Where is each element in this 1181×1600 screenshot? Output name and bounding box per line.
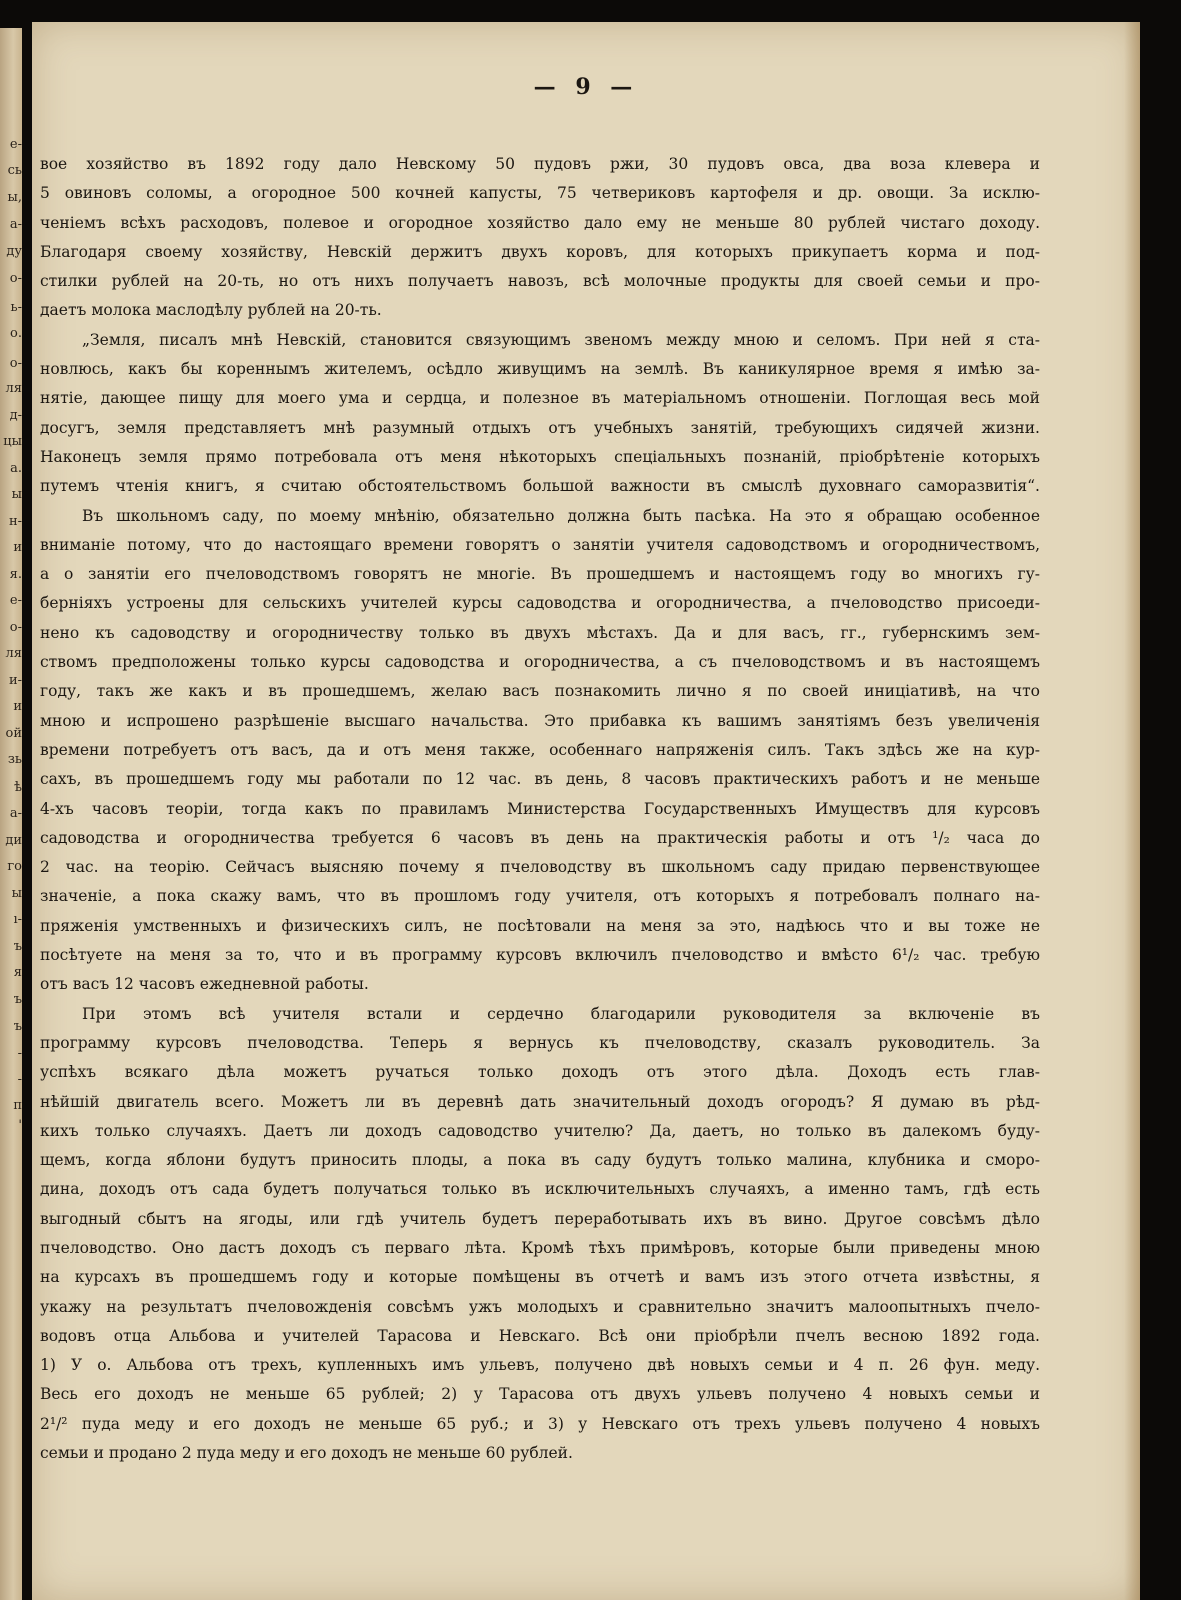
text-line: нѣйшій двигатель всего. Можетъ ли въ деревнѣ дать значительный доходъ огородъ? Я думаю въ рѣд- [40,1092,1040,1111]
text-line: укажу на результатъ пчеловожденія совсѣмъ ужъ молодыхъ и сравнительно значитъ малоопытныхъ пчело- [40,1297,1040,1316]
text-line: досугъ, земля представляетъ мнѣ разумный отдыхъ отъ учебныхъ занятій, требующихъ сидячей жизни. [40,418,1040,437]
text-line: 5 овиновъ соломы, а огородное 500 кочней капусты, 75 четвериковъ картофеля и др. овощи. За исклю- [40,184,1040,203]
text-line: нятіе, дающее пищу для моего ума и сердца, и полезное въ матеріальномъ отношеніи. Поглощая весь мой [40,389,1040,408]
adjacent-page-fragment: ы [11,487,22,502]
text-line: пряженія умственныхъ и физическихъ силъ, не посѣтовали на меня за это, надѣюсь что и вы тоже не [40,916,1040,935]
text-line: посѣтуете на меня за то, что и въ программу курсовъ включилъ пчеловодство и вмѣсто 6¹/₂ час. требую [40,946,1040,965]
text-line: Наконецъ земля прямо потребовала отъ меня нѣкоторыхъ спеціальныхъ познаній, пріобрѣтеніе которыхъ [40,447,1040,466]
adjacent-page-fragment: о- [9,356,22,371]
adjacent-page-fragment: а- [9,806,22,821]
adjacent-page-fragment: сь [7,163,22,178]
text-line: пчеловодство. Оно дастъ доходъ съ перваго лѣта. Кромѣ тѣхъ примѣровъ, которые были приведены мною [40,1238,1040,1257]
adjacent-page-fragment: е- [9,593,22,608]
adjacent-page-fragment: ъ [13,1019,22,1034]
adjacent-page-fragment: о- [9,620,22,635]
text-line: 2 час. на теорію. Сейчасъ выясняю почему я пчеловодству въ школьномъ саду придаю первенствующее [40,858,1040,877]
text-line: Благодаря своему хозяйству, Невскій держитъ двухъ коровъ, для которыхъ прикупаетъ корма и под- [40,242,1040,261]
adjacent-page-fragment: ы, [7,190,22,205]
text-line: садоводства и огородничества требуется 6 часовъ въ день на практическія работы и отъ ¹/₂ часа до [40,828,1040,847]
text-line: мною и испрошено разрѣшеніе высшаго начальства. Это прибавка къ вашимъ занятіямъ безъ увеличенія [40,711,1040,730]
text-line: отъ васъ 12 часовъ ежедневной работы. [40,975,369,994]
adjacent-page-fragment: ' [18,1118,22,1133]
text-line: вое хозяйство въ 1892 году дало Невскому 50 пудовъ ржи, 30 пудовъ овса, два воза клевера и [40,155,1040,173]
adjacent-page-fragment: - [17,1046,22,1061]
adjacent-page-fragment: ы [11,886,22,901]
text-line: времени потребуетъ отъ васъ, да и отъ меня также, особеннаго напряженія силъ. Такъ здѣсь же на кур- [40,740,1040,759]
text-line: а о занятіи его пчеловодствомъ говорятъ не многіе. Въ прошедшемъ и настоящемъ году во многихъ гу- [40,565,1040,584]
adjacent-page-fragment: о. [10,326,22,341]
adjacent-page-fragment: я. [9,567,22,582]
adjacent-page-fragment: ı- [13,912,22,927]
page-edge-shadow [1124,22,1140,1600]
adjacent-page-fragment: зь [7,752,22,767]
text-line: вниманіе потому, что до настоящаго времени говорятъ о занятіи учителя садоводствомъ и огородничествомъ, [40,535,1040,554]
text-line: „Земля, писалъ мнѣ Невскій, становится связующимъ звеномъ между мною и селомъ. При ней я ста- [82,330,1040,349]
adjacent-page-fragment: ой [5,726,22,741]
text-line: ствомъ предположены только курсы садоводства и огородничества, а съ пчеловодствомъ и въ настоящемъ [40,653,1040,672]
adjacent-page-fragment: ѣ [14,780,22,795]
adjacent-page-fragment: е- [9,137,22,152]
adjacent-page-fragment: н- [8,514,22,529]
adjacent-page-strip [0,28,22,1600]
adjacent-page-fragment: го [7,859,22,874]
text-line: сахъ, въ прошедшемъ году мы работали по 12 час. въ день, 8 часовъ практическихъ работъ и не меньше [40,770,1040,789]
adjacent-page-fragment: и [13,540,22,555]
adjacent-page-fragment: д- [9,408,22,423]
adjacent-page-fragment: о- [9,271,22,286]
adjacent-page-fragment: ди [5,833,22,848]
adjacent-page-fragment: цы [3,434,22,449]
adjacent-page-fragment: ля [5,381,22,396]
text-line: При этомъ всѣ учителя встали и сердечно благодарили руководителя за включеніе въ [82,1004,1040,1023]
text-line: путемъ чтенія книгъ, я считаю обстоятельствомъ большой важности въ смыслѣ духовнаго саморазвитія“. [40,477,1040,496]
text-line: нено къ садоводству и огородничеству только въ двухъ мѣстахъ. Да и для васъ, гг., губернскимъ зем- [40,623,1040,642]
adjacent-page-fragment: а. [10,461,22,476]
adjacent-page-fragment: ъ [13,939,22,954]
text-line: 4-хъ часовъ теоріи, тогда какъ по правиламъ Министерства Государственныхъ Имуществъ для курсовъ [40,799,1040,818]
text-line: дина, доходъ отъ сада будетъ получаться только въ исключительныхъ случаяхъ, а именно тамъ, гдѣ есть [40,1180,1040,1199]
adjacent-page-fragment: и- [8,673,22,688]
text-line: 1) У о. Альбова отъ трехъ, купленныхъ имъ ульевъ, получено двѣ новыхъ семьи и 4 п. 26 фун. меду. [40,1356,1040,1375]
text-line: году, такъ же какъ и въ прошедшемъ, желаю васъ познакомить лично я по своей иниціативѣ, на что [40,682,1040,701]
text-line: ченіемъ всѣхъ расходовъ, полевое и огородное хозяйство дало ему не меньше 80 рублей чистаго доходу. [40,213,1040,232]
adjacent-page-fragment: ду [6,244,22,259]
adjacent-page-fragment: я [13,965,22,980]
text-line: успѣхъ всякаго дѣла можетъ ручаться только доходъ отъ этого дѣла. Доходъ есть глав- [40,1063,1040,1082]
text-line: программу курсовъ пчеловодства. Теперь я вернусь къ пчеловодству, сказалъ руководитель. За [40,1033,1040,1052]
text-line: на курсахъ въ прошедшемъ году и которые помѣщены въ отчетѣ и вамъ изъ этого отчета извѣстны, я [40,1268,1040,1287]
adjacent-page-fragment: и [13,699,22,714]
text-line: кихъ только случаяхъ. Даетъ ли доходъ садоводство учителю? Да, даетъ, но только въ далекомъ буду- [40,1121,1040,1140]
adjacent-page-fragment: а- [9,217,22,232]
text-line: даетъ молока маслодѣлу рублей на 20-ть. [40,301,382,320]
text-line: берніяхъ устроены для сельскихъ учителей курсы садоводства и огородничества, а пчеловодство присоеди- [40,594,1040,613]
adjacent-page-fragment: ъ [13,992,22,1007]
text-line: новлюсь, какъ бы кореннымъ жителемъ, осѣдло живущимъ на землѣ. Въ каникулярное время я имѣю за- [40,360,1040,379]
text-line: Въ школьномъ саду, по моему мнѣнію, обязательно должна быть пасѣка. На это я обращаю особенное [82,506,1040,525]
text-line: семьи и продано 2 пуда меду и его доходъ не меньше 60 рублей. [40,1444,573,1463]
text-line: щемъ, когда яблони будутъ приносить плоды, а пока въ саду будутъ только малина, клубника и сморо- [40,1151,1040,1170]
book-page [32,22,1140,1600]
adjacent-page-fragment: п [13,1098,22,1113]
page-number: — 9 — [533,74,639,100]
body-text [40,150,1040,1468]
text-line: стилки рублей на 20-ть, но отъ нихъ получаетъ навозъ, всѣ молочные продукты для своей семьи и про- [40,272,1040,291]
adjacent-page-fragment: - [17,1072,22,1087]
text-line: Весь его доходъ не меньше 65 рублей; 2) у Тарасова отъ двухъ ульевъ получено 4 новыхъ семьи и [40,1385,1040,1404]
text-line: выгодный сбытъ на ягоды, или гдѣ учитель будетъ переработывать ихъ въ вино. Другое совсѣмъ дѣло [40,1209,1040,1228]
adjacent-page-fragment: ля [5,646,22,661]
text-line: водовъ отца Альбова и учителей Тарасова и Невскаго. Всѣ они пріобрѣли пчелъ весною 1892 года. [40,1326,1040,1345]
text-line: значеніе, а пока скажу вамъ, что въ прошломъ году учителя, отъ которыхъ я потребовалъ полнаго на- [40,887,1040,906]
adjacent-page-fragment: ь- [10,300,22,315]
text-line: 2¹/² пуда меду и его доходъ не меньше 65 руб.; и 3) у Невскаго отъ трехъ ульевъ получено 4 новыхъ [40,1414,1040,1433]
